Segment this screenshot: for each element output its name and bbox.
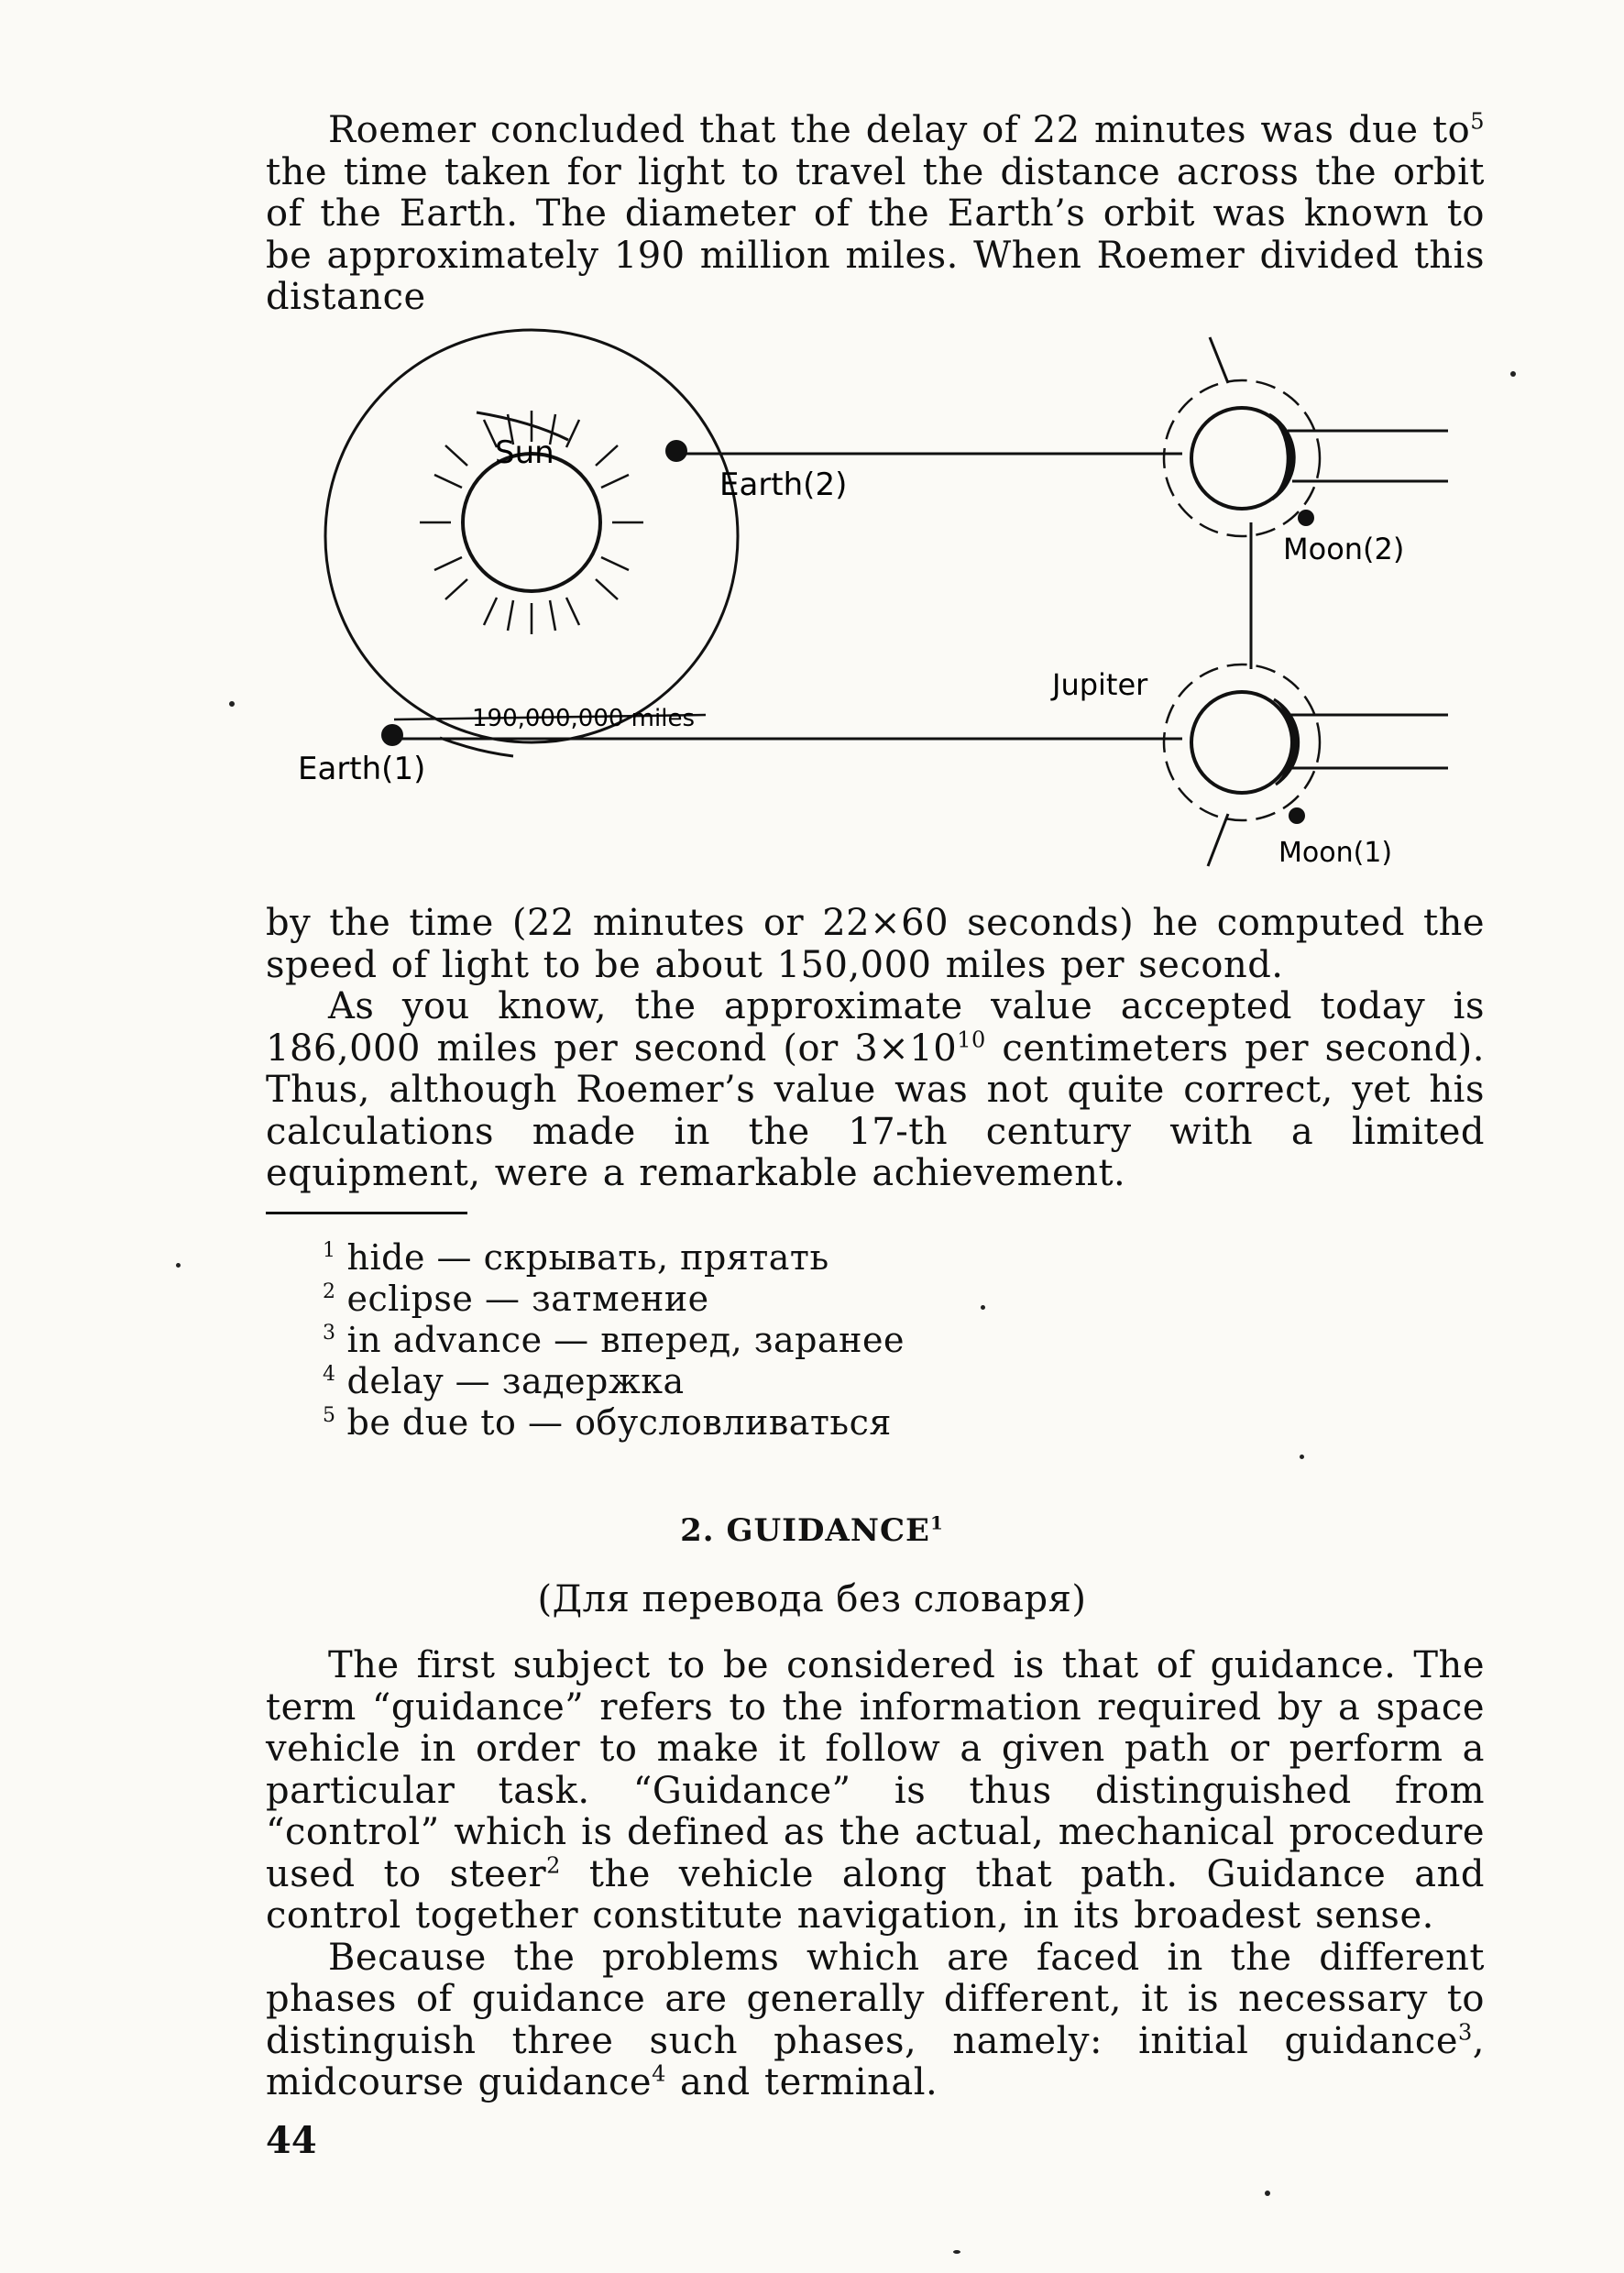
jupiter-2-shade: [1269, 414, 1294, 500]
section-footnote-ref: 1: [929, 1511, 944, 1534]
moon-orbit-2: [1164, 380, 1320, 536]
scan-speck: [1510, 371, 1516, 377]
distance-label: 190,000,000 miles: [472, 705, 695, 732]
jupiter-orbit-bottom: [1208, 814, 1228, 866]
paragraph-text-rest: centimeters per second). Thus, although Roemer’s value was not quite correct, yet his calculations made in the 17-th century with a limited equipment, were a remarkable achievement.: [266, 1027, 1485, 1194]
footnote-text: be due to — обусловливаться: [346, 1402, 892, 1443]
footnote-list: [323, 1237, 905, 1444]
earth1-dot: [381, 724, 403, 746]
footnote-ref: 5: [1470, 108, 1485, 135]
scan-speck: [1300, 1455, 1304, 1459]
footnote-item: [323, 1361, 905, 1402]
roemer-diagram: [0, 312, 1624, 917]
footnote-text: in advance — вперед, заранее: [346, 1320, 905, 1360]
footnote-number: 2: [323, 1280, 336, 1304]
footnote-ref: 3: [1458, 2019, 1473, 2046]
page-number: 44: [266, 2119, 317, 2162]
footnote-item: [323, 1402, 905, 1444]
speed-block: [266, 903, 1485, 1195]
paragraph-text-end: and terminal.: [665, 2061, 938, 2103]
sun-label: Sun: [495, 434, 554, 471]
guidance-block: [266, 1645, 1485, 2104]
paragraph-text: Because the problems which are faced in the different phases of guidance are generally different, it is necessary to distinguish three such phases, namely: initial guidance: [266, 1936, 1485, 2062]
paragraph-guidance-definition: [266, 1645, 1485, 1938]
footnote-text: delay — задержка: [346, 1361, 685, 1401]
moon1-label: Moon(1): [1278, 837, 1393, 869]
scan-speck: [229, 701, 235, 707]
paragraph-text-rest: the vehicle along that path. Guidance and control together constitute navigation, in its broadest sense.: [266, 1852, 1485, 1937]
paragraph-guidance-phases: [266, 1938, 1485, 2104]
footnote-ref: 4: [652, 2060, 666, 2087]
paragraph-text: The first subject to be considered is that of guidance. The term “guidance” refers to the information required by a space vehicle in order to make it follow a given path or perform a particular task. “Guidance” is thus distinguished from “control” which is defined as the actual, mechanical procedure used to steer: [266, 1644, 1485, 1895]
section-title: [0, 1512, 1624, 1549]
earth-orbit: [325, 330, 738, 742]
jupiter-1-shade: [1274, 699, 1299, 785]
footnote-text: hide — скрывать, прятать: [346, 1237, 829, 1278]
exponent: 10: [957, 1027, 986, 1053]
section-title-text: 2. GUIDANCE: [680, 1512, 930, 1549]
moon2-label: Moon(2): [1283, 532, 1405, 566]
jupiter-label: Jupiter: [1052, 667, 1148, 702]
paragraph-text-mid: , midcourse guidance: [266, 2019, 1485, 2103]
scan-speck: [981, 1305, 985, 1310]
scan-speck: [953, 2250, 960, 2254]
footnote-number: 5: [323, 1404, 336, 1428]
footnote-number: 3: [323, 1322, 336, 1345]
jupiter-1: [1191, 692, 1292, 793]
paragraph-text: Roemer concluded that the delay of 22 minutes was due to: [328, 109, 1471, 151]
moon2-dot: [1298, 510, 1314, 526]
intro-block: [266, 110, 1485, 319]
footnote-item: [323, 1237, 905, 1279]
footnote-number: 4: [323, 1363, 336, 1387]
jupiter-orbit-top: [1210, 337, 1228, 383]
footnote-text: eclipse — затмение: [346, 1279, 709, 1319]
earth2-dot: [665, 440, 687, 462]
paragraph-text: As you know, the approximate value accepted today is 186,000 miles per second (or 3×10: [266, 985, 1485, 1070]
footnote-number: 1: [323, 1239, 336, 1263]
scan-speck: [1265, 2191, 1270, 2196]
earth2-label: Earth(2): [719, 467, 848, 503]
footnote-item: [323, 1320, 905, 1361]
footnote-divider: [266, 1212, 467, 1214]
paragraph-roemer-conclusion: [266, 110, 1485, 319]
paragraph-text-rest: the time taken for light to travel the distance across the orbit of the Earth. The diameter of the Earth’s orbit was known to be approximately 190 million miles. When Roemer divided this distance: [266, 150, 1485, 318]
earth1-label: Earth(1): [298, 751, 426, 787]
paragraph-modern-value: [266, 986, 1485, 1195]
paragraph-speed-computation: by the time (22 minutes or 22×60 seconds) he computed the speed of light to be about 150,000 miles per second.: [266, 902, 1485, 986]
scan-speck: [176, 1263, 181, 1268]
sun: [463, 454, 600, 591]
footnote-ref: 2: [546, 1852, 561, 1879]
moon1-dot: [1289, 807, 1305, 824]
footnote-item: [323, 1279, 905, 1320]
section-subtitle: (Для перевода без словаря): [537, 1578, 1087, 1620]
